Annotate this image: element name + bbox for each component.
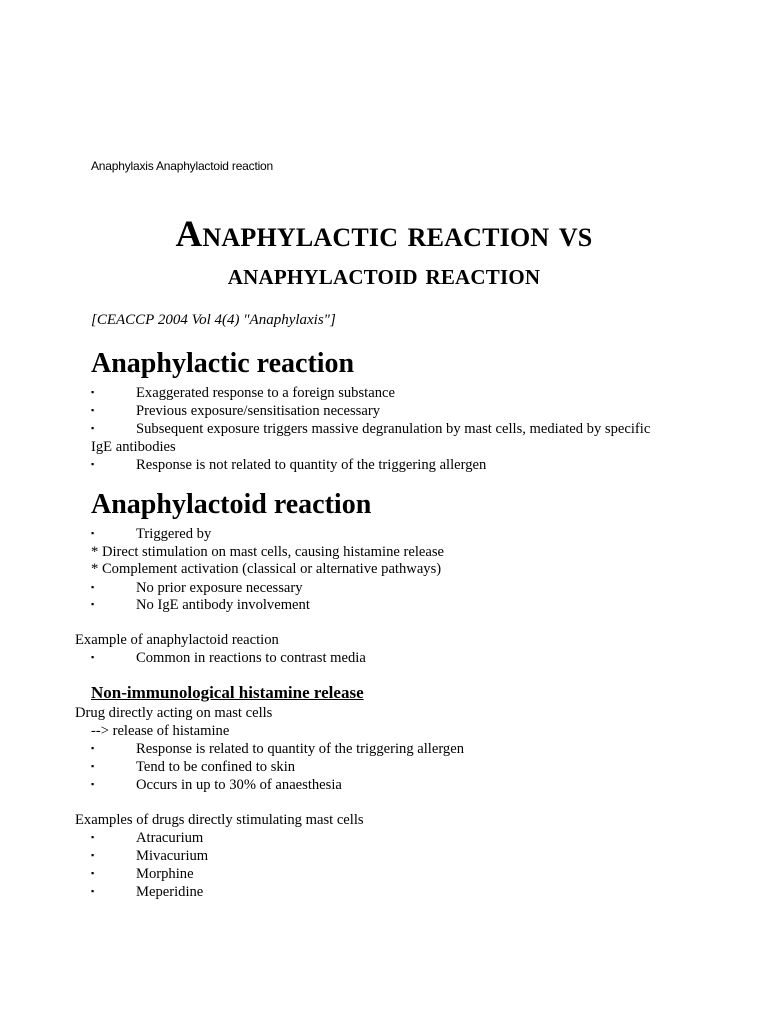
drugs-label: Examples of drugs directly stimulating mast cells [75, 812, 364, 828]
list-item-text: Meperidine [136, 884, 204, 900]
bullet-icon: ▪ [91, 868, 95, 878]
section-heading-non-immunological: Non-immunological histamine release [91, 683, 364, 702]
bullet-icon: ▪ [91, 743, 95, 753]
page-title-line-1: Anaphylactic reaction vs [175, 214, 593, 255]
list-item-text: Occurs in up to 30% of anaesthesia [136, 777, 342, 793]
trigger-line: * Direct stimulation on mast cells, causing histamine release [91, 544, 444, 560]
list-item-text: Previous exposure/sensitisation necessary [136, 403, 380, 419]
body-line: --> release of histamine [91, 723, 230, 739]
list-item-text: Triggered by [136, 526, 212, 542]
bullet-icon: ▪ [91, 832, 95, 842]
bullet-icon: ▪ [91, 599, 95, 609]
bullet-icon: ▪ [91, 886, 95, 896]
example-label: Example of anaphylactoid reaction [75, 632, 279, 648]
bullet-icon: ▪ [91, 405, 95, 415]
bullet-icon: ▪ [91, 528, 95, 538]
bullet-icon: ▪ [91, 850, 95, 860]
body-line: Drug directly acting on mast cells [75, 705, 273, 721]
reference-citation: [CEACCP 2004 Vol 4(4) "Anaphylaxis"] [91, 312, 336, 328]
list-item-text: Mivacurium [136, 848, 209, 864]
bullet-icon: ▪ [91, 423, 95, 433]
list-item-text: Common in reactions to contrast media [136, 650, 366, 666]
bullet-icon: ▪ [91, 387, 95, 397]
tags-line: Anaphylaxis Anaphylactoid reaction [91, 159, 273, 173]
bullet-icon: ▪ [91, 582, 95, 592]
bullet-icon: ▪ [91, 779, 95, 789]
list-item-text: No IgE antibody involvement [136, 597, 310, 613]
list-item-text: Subsequent exposure triggers massive degranulation by mast cells, mediated by specific [136, 421, 651, 437]
section-heading-anaphylactoid: Anaphylactoid reaction [91, 489, 372, 520]
list-item-continuation: IgE antibodies [91, 439, 176, 455]
page-title-line-2: anaphylactoid reaction [227, 258, 541, 291]
list-item-text: Exaggerated response to a foreign substance [136, 385, 395, 401]
bullet-icon: ▪ [91, 459, 95, 469]
section-heading-anaphylactic: Anaphylactic reaction [91, 348, 355, 379]
list-item-text: Morphine [136, 866, 194, 882]
list-item-text: Atracurium [136, 830, 204, 846]
list-item-text: No prior exposure necessary [136, 580, 303, 596]
list-item-text: Response is not related to quantity of the triggering allergen [136, 457, 487, 473]
trigger-line: * Complement activation (classical or alternative pathways) [91, 561, 442, 577]
bullet-icon: ▪ [91, 761, 95, 771]
bullet-icon: ▪ [91, 652, 95, 662]
list-item-text: Response is related to quantity of the triggering allergen [136, 741, 465, 757]
list-item-text: Tend to be confined to skin [136, 759, 296, 775]
